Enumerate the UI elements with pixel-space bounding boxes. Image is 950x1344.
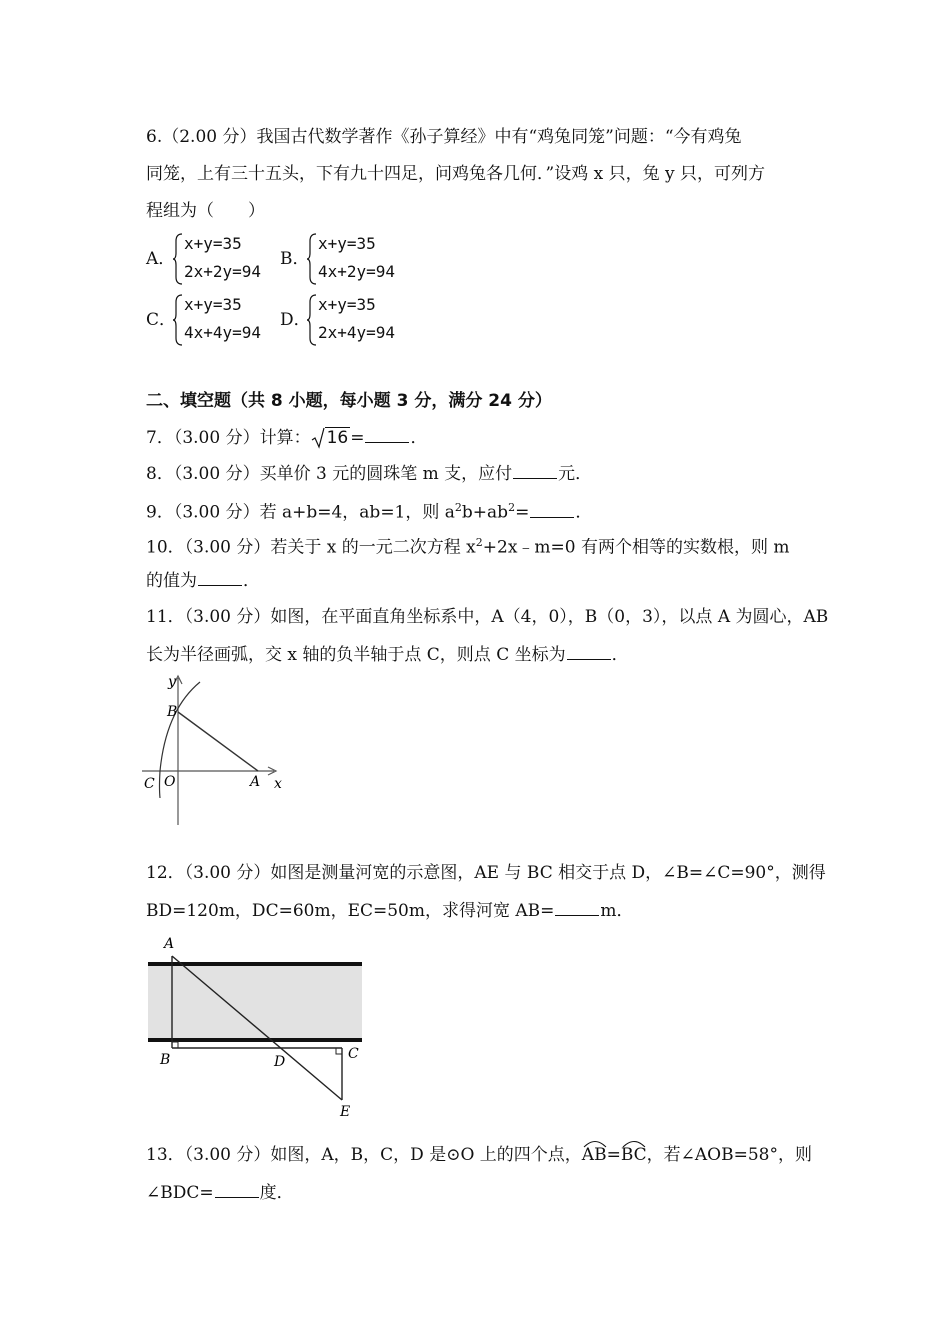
q10-line1 — [146, 532, 790, 559]
option-d-brace — [306, 294, 318, 346]
q13-text-b: ，若∠AOB=58°，则 — [646, 1145, 812, 1165]
option-a-system — [184, 230, 261, 286]
option-c-eq2: 4x+4y=94 — [184, 323, 262, 342]
q13-eq: = — [606, 1145, 621, 1165]
river-band — [148, 964, 362, 1040]
q8-end: 元． — [558, 464, 593, 484]
q8-answer-blank[interactable] — [513, 462, 557, 479]
option-b-system — [318, 230, 395, 286]
q6-line2: 同笼，上有三十五头，下有九十四足，问鸡兔各几何．”设鸡 x 只，兔 y 只，可列方 — [146, 164, 765, 184]
q10-text-b: +2x﹣m=0 有两个相等的实数根，则 m — [482, 537, 790, 558]
q8-text: 8．（3.00 分）买单价 3 元的圆珠笔 m 支，应付 — [146, 464, 513, 484]
q9-sup-1: 2 — [454, 501, 462, 514]
segment-ab — [178, 712, 258, 771]
option-b-eq2: 4x+2y=94 — [318, 262, 396, 281]
q7-radicand: 16 — [326, 428, 349, 448]
option-c-system — [184, 291, 261, 347]
right-angle-b — [172, 1042, 178, 1048]
q8 — [146, 462, 592, 485]
q13-answer-blank[interactable] — [215, 1181, 259, 1198]
option-c-label: C． — [146, 310, 177, 330]
q10-sup: 2 — [475, 536, 483, 549]
option-a-label: A． — [146, 249, 176, 269]
option-b-label: B． — [280, 249, 310, 269]
q7-answer-blank[interactable] — [365, 426, 409, 443]
q6-line1: 6.（2.00 分）我国古代数学著作《孙子算经》中有“鸡兔同笼”问题：“今有鸡兔 — [146, 127, 742, 147]
label-b: B — [160, 1052, 171, 1068]
label-y: y — [168, 674, 176, 690]
label-c: C — [348, 1046, 359, 1062]
q10-answer-blank[interactable] — [198, 569, 242, 586]
q11-line1: 11．（3.00 分）如图，在平面直角坐标系中，A（4，0），B（0，3），以点 A 为圆心，AB — [146, 607, 829, 627]
label-o: O — [164, 774, 176, 790]
option-a-eq1: x+y=35 — [184, 234, 242, 253]
label-e: E — [340, 1104, 351, 1120]
q12-line2 — [146, 899, 634, 922]
label-c: C — [144, 776, 155, 792]
q12-answer-blank[interactable] — [555, 899, 599, 916]
option-b-eq1: x+y=35 — [318, 234, 376, 253]
q9-end: ． — [575, 502, 593, 523]
sqrt-symbol — [311, 427, 351, 449]
q13-end: 度． — [259, 1183, 294, 1203]
section-2-title: 二、填空题（共 8 小题，每小题 3 分，满分 24 分） — [146, 391, 552, 411]
q7-prefix: 7．（3.00 分）计算： — [146, 428, 311, 448]
q10-end: ． — [243, 571, 260, 591]
q9-answer-blank[interactable] — [530, 501, 574, 518]
q11-line2 — [146, 643, 629, 666]
q12-line1: 12．（3.00 分）如图是测量河宽的示意图，AE 与 BC 相交于点 D，∠B=∠C=90°，测得 — [146, 863, 826, 883]
q13-line2 — [146, 1181, 294, 1204]
option-d-eq1: x+y=35 — [318, 295, 376, 314]
q11-answer-blank[interactable] — [567, 643, 611, 660]
q11-end: ． — [611, 645, 629, 665]
q10-text-a: 10．（3.00 分）若关于 x 的一元二次方程 x — [146, 537, 476, 558]
q9-suffix: = — [515, 502, 530, 523]
q10-text-c: 的值为 — [146, 571, 197, 591]
q6-line3: 程组为（ ） — [146, 201, 265, 221]
arc-bc-label: BC — [620, 1145, 647, 1165]
q9 — [146, 497, 592, 524]
right-angle-c — [336, 1048, 342, 1054]
q13-text-c: ∠BDC= — [146, 1183, 214, 1203]
q9-sup-2: 2 — [508, 501, 516, 514]
q9-prefix: 9．（3.00 分）若 a+b=4，ab=1，则 a — [146, 502, 455, 523]
option-c-brace — [172, 294, 184, 346]
option-c-eq1: x+y=35 — [184, 295, 242, 314]
q7 — [146, 426, 427, 449]
option-d-system — [318, 291, 395, 347]
q10-line2 — [146, 569, 260, 592]
q7-suffix: = — [350, 428, 365, 448]
label-x: x — [274, 776, 282, 792]
option-d-label: D． — [280, 310, 311, 330]
option-a-brace — [172, 233, 184, 285]
q7-end: ． — [410, 428, 428, 448]
label-d: D — [274, 1054, 286, 1070]
q9-mid: b+ab — [461, 502, 509, 523]
label-a: A — [250, 774, 261, 790]
option-a-eq2: 2x+2y=94 — [184, 262, 262, 281]
label-a: A — [164, 936, 175, 952]
label-b: B — [167, 704, 178, 720]
q12-figure — [140, 930, 380, 1125]
arc-ab — [582, 1144, 607, 1166]
q11-figure — [140, 670, 290, 830]
q12-text: BD=120m，DC=60m，EC=50m，求得河宽 AB= — [146, 901, 555, 921]
q13-line1 — [146, 1144, 812, 1166]
q13-text-a: 13．（3.00 分）如图，A，B，C，D 是⊙O 上的四个点， — [146, 1145, 582, 1165]
arc-bc — [621, 1144, 647, 1166]
q12-end: m． — [600, 901, 634, 921]
arc-ab-label: AB — [581, 1145, 607, 1165]
option-d-eq2: 2x+4y=94 — [318, 323, 396, 342]
q11-text: 长为半径画弧，交 x 轴的负半轴于点 C，则点 C 坐标为 — [146, 645, 566, 665]
option-b-brace — [306, 233, 318, 285]
